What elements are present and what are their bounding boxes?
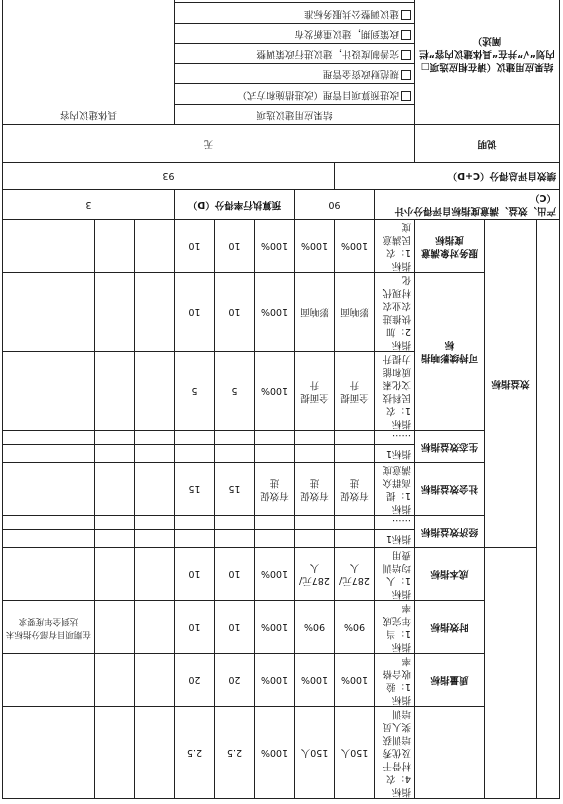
checkbox-icon[interactable] [401,50,411,60]
table-row: 质量指标 指标1：验收合格率 100% 100% 100% 20 20 [3,654,560,707]
table-row: 社会效益指标 指标1：提高群众满意度 有效促进 有效促进 有效促进 15 15 [3,463,560,516]
checkbox-icon[interactable] [401,30,411,40]
suggestion-option[interactable]: 规范财政资金管理 [175,63,414,83]
table-row: 可持续影响指标 指标1：农民科技文化素质和能力提升 全面提升 全面提升 100% 5 5 [3,352,560,431]
score-cell: 2.5 [175,707,215,799]
table-row: …… [3,431,560,445]
target-cell: 150人 [335,707,375,799]
explain-label: 说明 [415,125,560,163]
indicator-cell: 指标1：验收合格率 [375,654,415,707]
suggestion-options [175,0,415,125]
suggestion-option[interactable]: 政策到期，建议重新发布 [175,23,414,43]
subcategory-social: 社会效益指标 [415,463,485,516]
exec-rate-label: 预算执行率得分（D） [175,190,295,220]
table-row: 服务对象满意度指标 指标1：农民满意度 100% 100% 100% 10 10 [3,220,560,273]
suggestion-row [3,0,560,125]
suggestion-option[interactable] [175,0,414,2]
subtotal-row [3,190,560,220]
table-row: 时效指标 指标1：当年完成率 90% 90% 100% 10 10 在期项目有部分指标未达到全年度要求 [3,601,560,654]
table-row [3,707,560,799]
table-row: …… [3,516,560,530]
subcategory-sustainable: 可持续影响指标 [415,273,485,431]
actual-cell: 150人 [295,707,335,799]
suggestion-option[interactable]: 改进预算项目管理（改进措施和方式） [175,83,414,103]
table-row: 生态效益指标 指标1 [3,445,560,463]
checkbox-icon[interactable] [401,70,411,80]
subcategory-cost: 成本指标 [415,548,485,601]
checkbox-icon[interactable] [401,10,411,20]
table-row: 效益指标 经济效益指标 指标1 [3,530,560,548]
checkbox-icon[interactable] [401,91,411,101]
suggestion-option[interactable]: 完善制度设计，建议进行政策调整 [175,43,414,63]
subcategory-satisfaction: 服务对象满意度指标 [415,220,485,273]
table-row: 成本指标 指标1：人均培训费用 287元/人 287元/人 100% 10 10 [3,548,560,601]
suggestion-content[interactable] [3,0,175,125]
subcategory-ecological: 生态效益指标 [415,431,485,463]
rate-cell: 100% [255,707,295,799]
subcategory-timeliness: 时效指标 [415,601,485,654]
suggestion-content-header: 具体建议内容 [60,109,118,120]
explain-value: 无 [3,125,415,163]
suggestion-options-header: 结果应用建议选项 [175,104,414,124]
total-label: 绩效自评总得分（C+D） [335,163,560,190]
deduction-reason: 在期项目有部分指标未达到全年度要求 [3,601,95,654]
suggestion-option[interactable]: 建议调整公共服务标准 [175,2,414,22]
indicator-cell: 指标4：农村骨干及优秀培训获奖人员培训 [375,707,415,799]
subcategory-quality: 质量指标 [415,654,485,707]
category-benefit: 效益指标 [485,220,537,548]
suggestion-label: 结果应用建议（请在相应选项□内划“√”并在“具体建议内容”栏阐述） [415,0,560,125]
subcategory-economic: 经济效益指标 [415,516,485,548]
subtotal-label: 产出、效益、满意度指标自评得分小计（C） [375,190,560,220]
exec-rate-value: 3 [3,190,175,220]
subtotal-value: 90 [295,190,375,220]
explain-row [3,125,560,163]
weight-cell: 2.5 [215,707,255,799]
reason-cell [3,707,95,799]
total-value: 93 [3,163,335,190]
performance-evaluation-table [2,0,560,799]
table-row: 指标2：加快推进农业农村现代化 影响面 影响面 100% 10 10 [3,273,560,352]
total-row [3,163,560,190]
